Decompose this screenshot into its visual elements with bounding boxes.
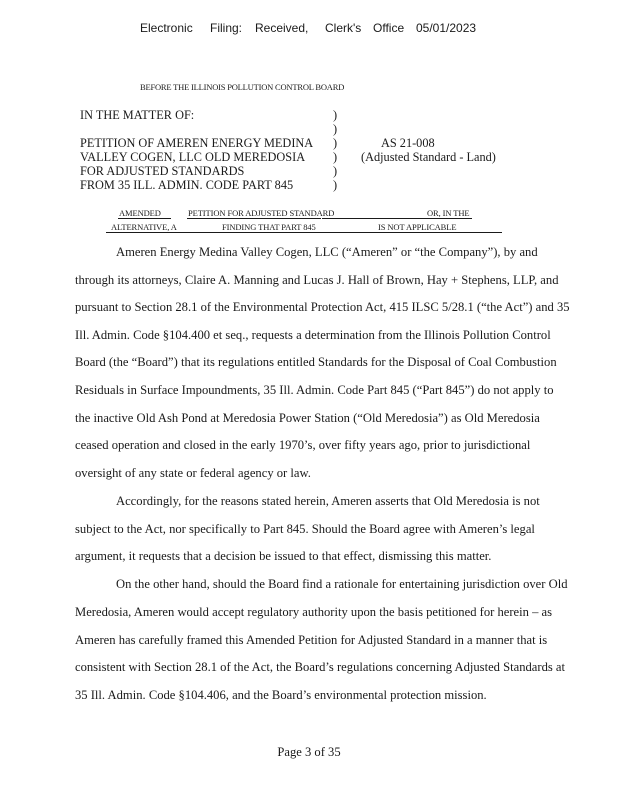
body-line: Ameren Energy Medina Valley Cogen, LLC (“Ameren” or “the Company”), by and: [116, 245, 538, 259]
body-line: pursuant to Section 28.1 of the Environmental Protection Act, 415 ILSC 5/28.1 (“the Act”) and 35: [75, 300, 570, 314]
title-or-in-the: OR, IN THE: [427, 208, 470, 218]
body-line: through its attorneys, Claire A. Manning and Lucas J. Hall of Brown, Hay + Stephens, LLP, and: [75, 273, 559, 287]
header-clerks: Clerk's: [325, 21, 362, 35]
body-line: 35 Ill. Admin. Code §104.406, and the Board’s environmental protection mission.: [75, 688, 487, 702]
title-alternative: ALTERNATIVE, A: [111, 222, 177, 232]
caption-line: PETITION OF AMEREN ENERGY MEDINA: [80, 136, 314, 150]
header-date: 05/01/2023: [416, 21, 477, 35]
caption-paren: ): [333, 164, 338, 178]
caption-matter: IN THE MATTER OF:: [80, 108, 195, 122]
title-amended: AMENDED: [119, 208, 161, 218]
body-line: the inactive Old Ash Pond at Meredosia Power Station (“Old Meredosia”) as Old Meredosia: [75, 411, 540, 425]
caption-paren: ): [333, 108, 338, 122]
body-line: Residuals in Surface Impoundments, 35 Ill. Admin. Code Part 845 (“Part 845”) do not apply to: [75, 383, 554, 397]
body-line: consistent with Section 28.1 of the Act, the Board’s regulations concerning Adjusted Standards at: [75, 660, 566, 674]
body-line: argument, it requests that a decision be issued to that effect, dismissing this matter.: [75, 549, 492, 563]
title-underline: [187, 218, 321, 219]
header-received: Received,: [255, 21, 309, 35]
body-line: Meredosia, Ameren would accept regulatory authority upon the basis petitioned for herein – as: [75, 605, 553, 619]
body-line: Ill. Admin. Code §104.400 et seq., requests a determination from the Illinois Pollution Control: [75, 328, 551, 342]
body-line: ceased operation and closed in the early 1970’s, over fifty years ago, prior to jurisdictional: [75, 438, 531, 452]
body-line: oversight of any state or federal agency or law.: [75, 466, 311, 480]
caption-paren: ): [333, 150, 338, 164]
title-not-applicable: IS NOT APPLICABLE: [378, 222, 457, 232]
page-number: Page 3 of 35: [277, 745, 341, 759]
title-rule: [106, 232, 502, 233]
header-filing: Filing:: [210, 21, 243, 35]
title-underline: [322, 218, 472, 219]
caption-paren: ): [333, 178, 338, 192]
caption-paren: ): [333, 136, 338, 150]
header-electronic: Electronic: [140, 21, 193, 35]
caption-paren: ): [333, 122, 338, 136]
case-type: (Adjusted Standard - Land): [361, 150, 496, 164]
board-title: BEFORE THE ILLINOIS POLLUTION CONTROL BOARD: [140, 82, 345, 92]
case-number: AS 21-008: [381, 136, 435, 150]
body-line: Ameren has carefully framed this Amended Petition for Adjusted Standard in a manner that is: [75, 633, 548, 647]
body-line: subject to the Act, nor specifically to Part 845. Should the Board agree with Ameren’s legal: [75, 522, 535, 536]
caption-line: FROM 35 ILL. ADMIN. CODE PART 845: [80, 178, 294, 192]
caption-line: FOR ADJUSTED STANDARDS: [80, 164, 245, 178]
body-line: Accordingly, for the reasons stated herein, Ameren asserts that Old Meredosia is not: [116, 494, 540, 508]
title-finding: FINDING THAT PART 845: [222, 222, 316, 232]
header-office: Office: [373, 21, 405, 35]
title-underline: [118, 218, 171, 219]
body-line: On the other hand, should the Board find a rationale for entertaining jurisdiction over Old: [116, 577, 568, 591]
caption-line: VALLEY COGEN, LLC OLD MEREDOSIA: [80, 150, 306, 164]
body-line: Board (the “Board”) that its regulations entitled Standards for the Disposal of Coal Combustion: [75, 355, 557, 369]
title-petition: PETITION FOR ADJUSTED STANDARD: [188, 208, 335, 218]
